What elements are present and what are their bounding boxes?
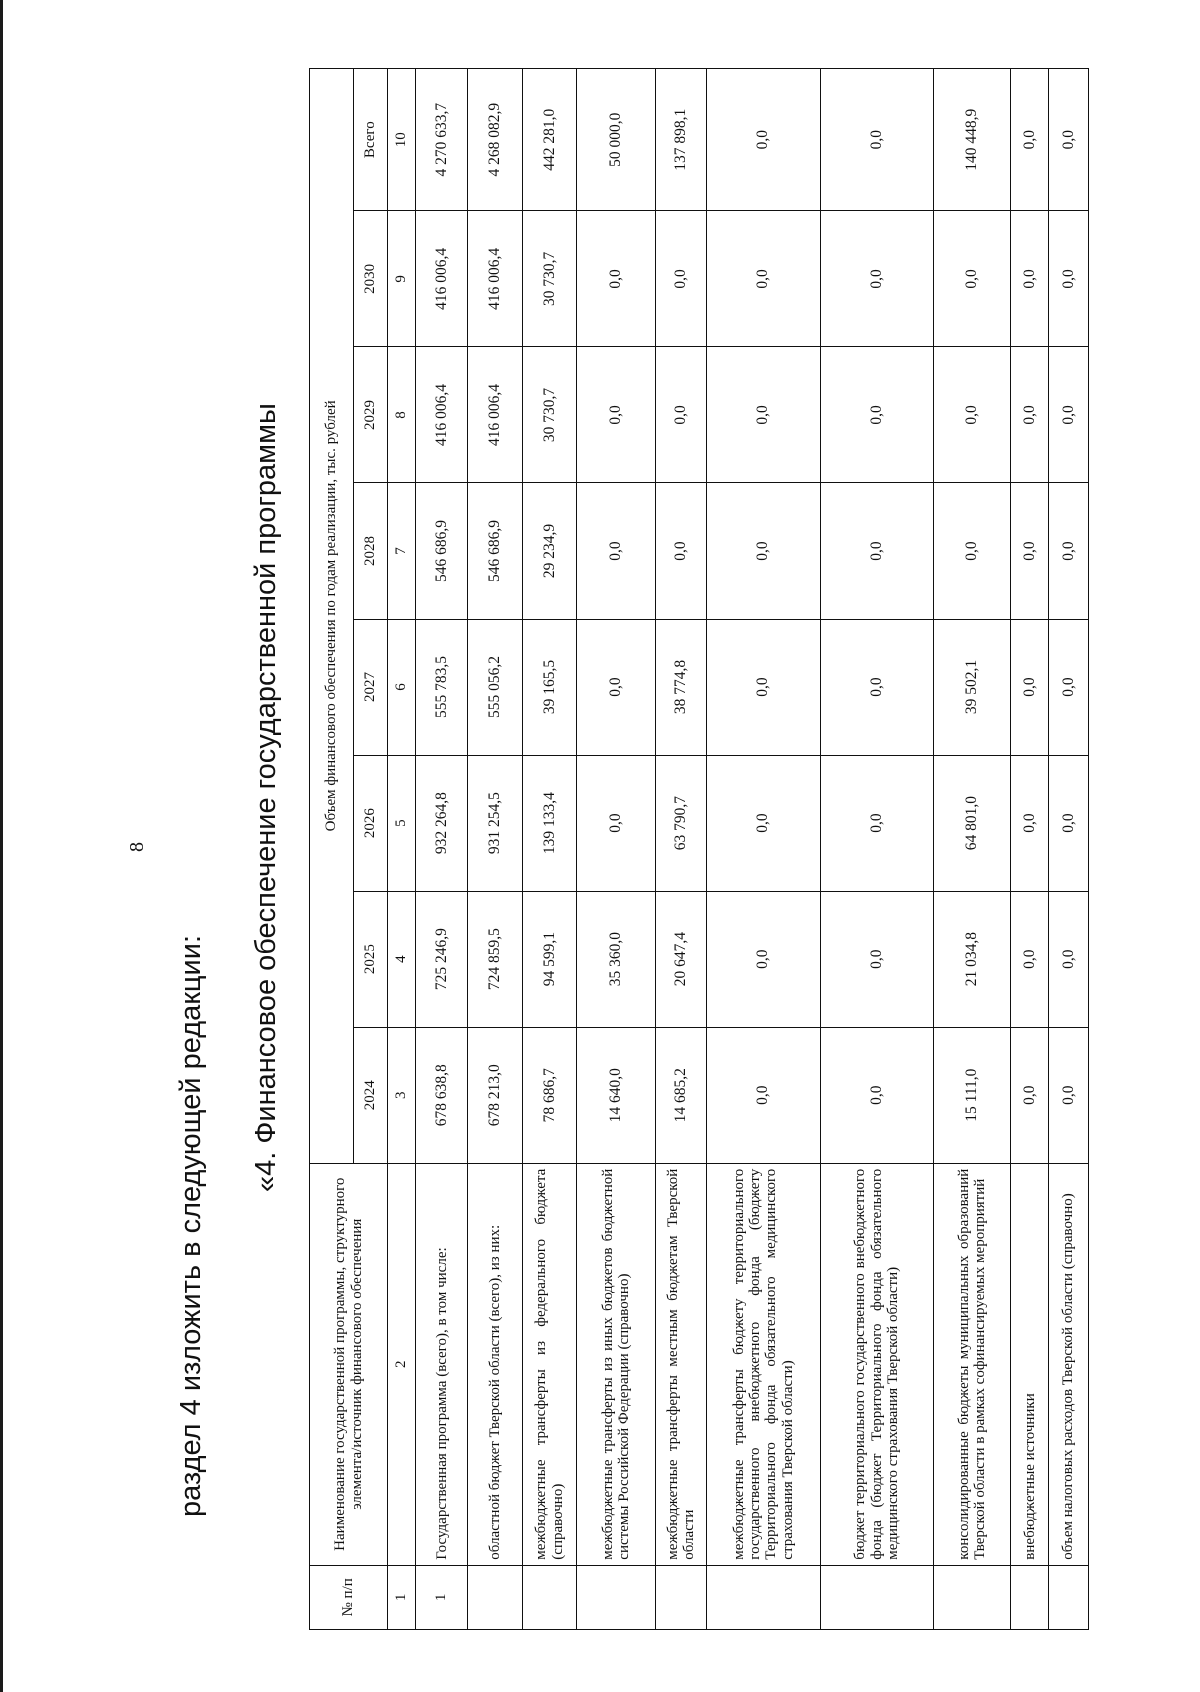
row-year-value: 725 246,9 [416,891,468,1027]
table-row [577,69,656,1630]
row-year-value: 14 685,2 [656,1027,707,1163]
row-name: бюджет территориального государственного внебюджетного фонда (бюджет Территориального фонда обязательного медицинского страхования Тверской области) [820,1163,933,1565]
column-number: 8 [388,347,416,483]
row-year-value: 546 686,9 [468,483,523,619]
row-year-value: 0,0 [1011,347,1049,483]
row-year-value: 64 801,0 [933,755,1011,891]
table-row [522,69,577,1630]
table-row [416,69,468,1630]
row-year-value: 0,0 [820,211,933,347]
row-year-value: 39 502,1 [933,619,1011,755]
row-year-value: 416 006,4 [468,347,523,483]
row-year-value: 416 006,4 [416,347,468,483]
header-year: 2028 [354,483,388,619]
row-year-value: 94 599,1 [522,891,577,1027]
row-total-value: 140 448,9 [933,69,1011,211]
header-name: Наименование государственной программы, структурного элемента/источник финансового обеспечения [310,1163,388,1565]
table-row [933,69,1011,1630]
row-total-value: 137 898,1 [656,69,707,211]
row-year-value: 21 034,8 [933,891,1011,1027]
row-year-value: 20 647,4 [656,891,707,1027]
row-year-value: 555 056,2 [468,619,523,755]
row-year-value: 416 006,4 [468,211,523,347]
row-number [522,1565,577,1629]
column-number: 4 [388,891,416,1027]
row-year-value: 0,0 [577,619,656,755]
row-number [1011,1565,1049,1629]
table-row [656,69,707,1630]
row-year-value: 931 254,5 [468,755,523,891]
row-year-value: 0,0 [577,483,656,619]
row-year-value: 0,0 [707,619,820,755]
table-row [820,69,933,1630]
row-year-value: 14 640,0 [577,1027,656,1163]
row-year-value: 0,0 [656,347,707,483]
table-row [707,69,820,1630]
row-year-value: 0,0 [1049,1027,1089,1163]
row-total-value: 0,0 [1049,69,1089,211]
row-year-value: 63 790,7 [656,755,707,891]
row-year-value: 932 264,8 [416,755,468,891]
row-total-value: 442 281,0 [522,69,577,211]
row-year-value: 0,0 [577,211,656,347]
row-year-value: 555 783,5 [416,619,468,755]
table-row [468,69,523,1630]
header-year: 2024 [354,1027,388,1163]
row-name: межбюджетные трансферты местным бюджетам Тверской области [656,1163,707,1565]
row-name: межбюджетные трансферты бюджету территориального государственного внебюджетного фонда (бюджету Территориального фонда обязательного медицинского страхования Тверской области) [707,1163,820,1565]
header-year: 2029 [354,347,388,483]
row-year-value: 0,0 [1011,891,1049,1027]
column-number: 7 [388,483,416,619]
column-number: 3 [388,1027,416,1163]
row-year-value: 0,0 [1011,1027,1049,1163]
column-number: 6 [388,619,416,755]
header-volume: Объем финансового обеспечения по годам реализации, тыс. рублей [310,69,354,1164]
row-year-value: 678 213,0 [468,1027,523,1163]
row-year-value: 139 133,4 [522,755,577,891]
row-number: 1 [416,1565,468,1629]
row-year-value: 0,0 [577,755,656,891]
row-year-value: 0,0 [933,483,1011,619]
row-number [577,1565,656,1629]
row-total-value: 0,0 [820,69,933,211]
row-total-value: 4 268 082,9 [468,69,523,211]
row-year-value: 29 234,9 [522,483,577,619]
row-name: областной бюджет Тверской области (всего), из них: [468,1163,523,1565]
row-year-value: 30 730,7 [522,211,577,347]
row-number [468,1565,523,1629]
table-row [1011,69,1049,1630]
column-number: 1 [388,1565,416,1629]
row-year-value: 0,0 [820,755,933,891]
row-year-value: 0,0 [707,211,820,347]
row-year-value: 0,0 [656,483,707,619]
row-year-value: 0,0 [820,1027,933,1163]
row-year-value: 35 360,0 [577,891,656,1027]
row-year-value: 0,0 [1049,211,1089,347]
row-year-value: 546 686,9 [416,483,468,619]
row-year-value: 0,0 [707,755,820,891]
row-year-value: 39 165,5 [522,619,577,755]
row-name: объем налоговых расходов Тверской области (справочно) [1049,1163,1089,1565]
column-number: 5 [388,755,416,891]
row-year-value: 0,0 [1011,619,1049,755]
row-year-value: 0,0 [933,211,1011,347]
row-year-value: 30 730,7 [522,347,577,483]
header-year: 2027 [354,619,388,755]
row-year-value: 0,0 [933,347,1011,483]
row-total-value: 0,0 [707,69,820,211]
row-year-value: 15 111,0 [933,1027,1011,1163]
row-total-value: 50 000,0 [577,69,656,211]
table-body [416,69,1089,1630]
row-total-value: 0,0 [1011,69,1049,211]
column-number: 2 [388,1163,416,1565]
row-number [820,1565,933,1629]
row-year-value: 0,0 [707,1027,820,1163]
row-year-value: 0,0 [707,483,820,619]
header-year: 2025 [354,891,388,1027]
row-year-value: 0,0 [820,483,933,619]
row-year-value: 0,0 [1011,483,1049,619]
row-name: межбюджетные трансферты из федерального бюджета (справочно) [522,1163,577,1565]
financing-table [309,68,1089,1630]
row-year-value: 724 859,5 [468,891,523,1027]
column-number: 10 [388,69,416,211]
row-year-value: 416 006,4 [416,211,468,347]
row-number [933,1565,1011,1629]
row-year-value: 0,0 [1011,211,1049,347]
column-number: 9 [388,211,416,347]
row-year-value: 0,0 [707,891,820,1027]
row-year-value: 0,0 [1049,891,1089,1027]
row-number [1049,1565,1089,1629]
row-year-value: 0,0 [1049,619,1089,755]
row-name: Государственная программа (всего), в том числе: [416,1163,468,1565]
table-row [1049,69,1089,1630]
header-no: № п/п [310,1565,388,1629]
row-number [707,1565,820,1629]
row-name: внебюджетные источники [1011,1163,1049,1565]
row-year-value: 0,0 [1049,755,1089,891]
row-year-value: 0,0 [820,619,933,755]
row-year-value: 38 774,8 [656,619,707,755]
header-year: 2030 [354,211,388,347]
intro-text: раздел 4 изложить в следующей редакции: [175,935,207,1517]
row-name: межбюджетные трансферты из иных бюджетов бюджетной системы Российской Федерации (справочно) [577,1163,656,1565]
row-year-value: 0,0 [820,347,933,483]
row-year-value: 0,0 [820,891,933,1027]
row-year-value: 78 686,7 [522,1027,577,1163]
row-year-value: 0,0 [656,211,707,347]
row-year-value: 0,0 [577,347,656,483]
section-title: «4. Финансовое обеспечение государственной программы [250,403,282,1192]
header-year: 2026 [354,755,388,891]
row-year-value: 678 638,8 [416,1027,468,1163]
row-number [656,1565,707,1629]
row-year-value: 0,0 [1049,483,1089,619]
row-name: консолидированные бюджеты муниципальных образований Тверской области в рамках софинансируемых мероприятий [933,1163,1011,1565]
page-number: 8 [126,842,148,852]
row-total-value: 4 270 633,7 [416,69,468,211]
row-year-value: 0,0 [1049,347,1089,483]
row-year-value: 0,0 [707,347,820,483]
header-total: Всего [354,69,388,211]
row-year-value: 0,0 [1011,755,1049,891]
